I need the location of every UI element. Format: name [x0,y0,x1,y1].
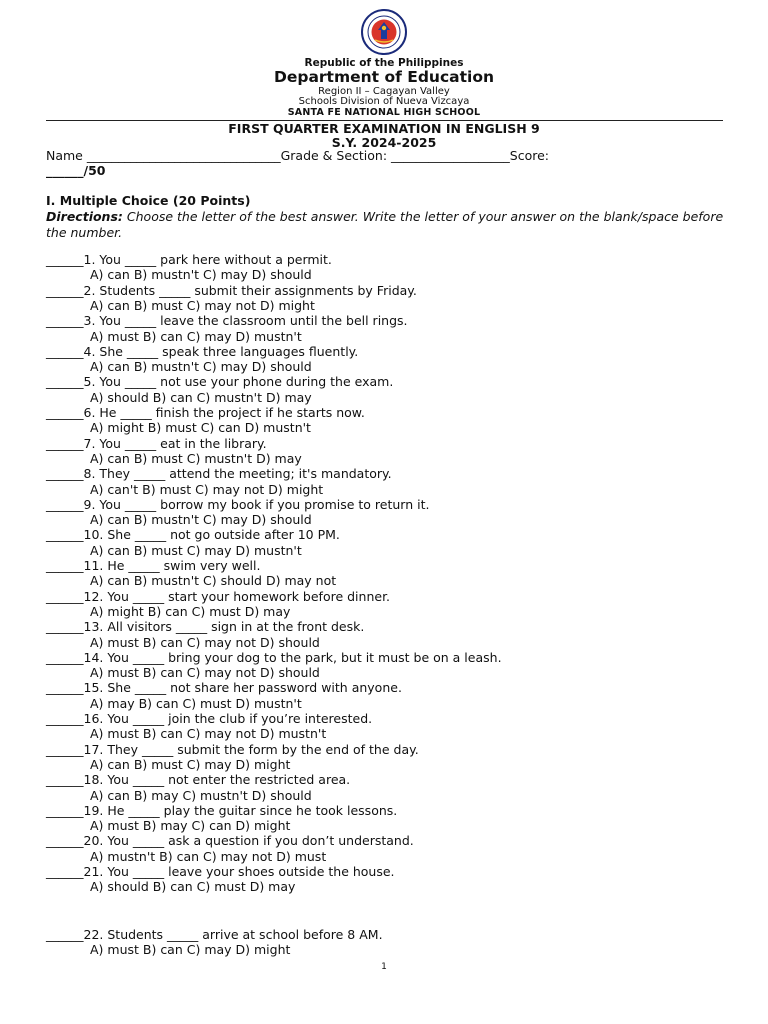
school-name: SANTA FE NATIONAL HIGH SCHOOL [287,107,481,118]
question-1: ______1. You _____ park here without a permit. [46,252,332,267]
region-line: Region II – Cagayan Valley [318,86,450,97]
question-16: ______16. You _____ join the club if you’re interested. [46,711,373,726]
question-2: ______2. Students _____ submit their assignments by Friday. [46,282,417,298]
question-19: ______19. He _____ play the guitar since he took lessons. [46,802,398,818]
question-11-options: A) can B) mustn't C) should D) may not [90,573,337,589]
question-8: ______8. They _____ attend the meeting; it's mandatory. [46,466,392,482]
name-grade-score-line: Name _______________________________Grade & Section: ___________________Score: [46,148,550,163]
question-20: ______20. You _____ ask a question if you don’t understand. [46,833,414,849]
question-19-options: A) must B) may C) can D) might [90,818,291,834]
score-total: ______/50 [46,163,106,178]
question-11: ______11. He _____ swim very well. [46,558,261,573]
question-7-options: A) can B) must C) mustn't D) may [90,450,302,466]
division-line: Schools Division of Nueva Vizcaya [298,96,470,107]
question-1-options: A) can B) mustn't C) may D) should [90,267,312,283]
question-8-options: A) can't B) must C) may not D) might [90,481,324,497]
question-18-options: A) can B) may C) mustn't D) should [90,787,312,803]
page-number: 1 [381,962,387,972]
department-heading: Department of Education [273,68,495,86]
question-12: ______12. You _____ start your homework before dinner. [46,588,391,604]
question-17: ______17. They _____ submit the form by the end of the day. [46,741,419,757]
question-10: ______10. She _____ not go outside after 10 PM. [46,527,340,543]
question-18: ______18. You _____ not enter the restricted area. [46,772,351,788]
directions [46,209,726,240]
question-7: ______7. You _____ eat in the library. [46,435,267,451]
question-13: ______13. All visitors _____ sign in at the front desk. [46,619,365,635]
deped-seal-logo [351,8,417,56]
directions-text: Choose the letter of the best answer. Write the letter of your answer on the blank/space before the number. [46,209,724,240]
question-15: ______15. She _____ not share her password with anyone. [46,680,402,696]
question-16-options: A) must B) can C) may not D) mustn't [90,726,327,742]
question-14-options: A) must B) can C) may not D) should [90,665,320,681]
school-year: S.Y. 2024-2025 [331,135,437,150]
question-21-options: A) should B) can C) must D) may [90,879,296,895]
question-15-options: A) may B) can C) must D) mustn't [90,695,302,711]
question-20-options: A) mustn't B) can C) may not D) must [90,848,327,864]
question-3: ______3. You _____ leave the classroom until the bell rings. [46,313,408,329]
question-22: ______22. Students _____ arrive at school before 8 AM. [46,926,383,942]
question-9-options: A) can B) mustn't C) may D) should [90,512,312,528]
question-14: ______14. You _____ bring your dog to the park, but it must be on a leash. [46,649,502,665]
question-17-options: A) can B) must C) may D) might [90,756,291,772]
exam-title: FIRST QUARTER EXAMINATION IN ENGLISH 9 [228,121,540,136]
directions-label: Directions: [46,209,123,224]
question-13-options: A) must B) can C) may not D) should [90,634,320,650]
question-5-options: A) should B) can C) mustn't D) may [90,389,312,405]
republic-heading: Republic of the Philippines [304,57,464,69]
question-21: ______21. You _____ leave your shoes outside the house. [46,864,395,879]
section-title: I. Multiple Choice (20 Points) [46,193,251,208]
question-6: ______6. He _____ finish the project if he starts now. [46,405,365,420]
question-3-options: A) must B) can C) may D) mustn't [90,328,302,344]
question-5: ______5. You _____ not use your phone during the exam. [46,374,394,390]
question-12-options: A) might B) can C) must D) may [90,603,291,619]
question-22-options: A) must B) can C) may D) might [90,941,291,957]
question-10-options: A) can B) must C) may D) mustn't [90,542,302,558]
question-4-options: A) can B) mustn't C) may D) should [90,359,312,375]
question-2-options: A) can B) must C) may not D) might [90,297,315,313]
question-4: ______4. She _____ speak three languages fluently. [46,343,359,359]
question-6-options: A) might B) must C) can D) mustn't [90,420,311,436]
question-9: ______9. You _____ borrow my book if you promise to return it. [46,496,430,512]
